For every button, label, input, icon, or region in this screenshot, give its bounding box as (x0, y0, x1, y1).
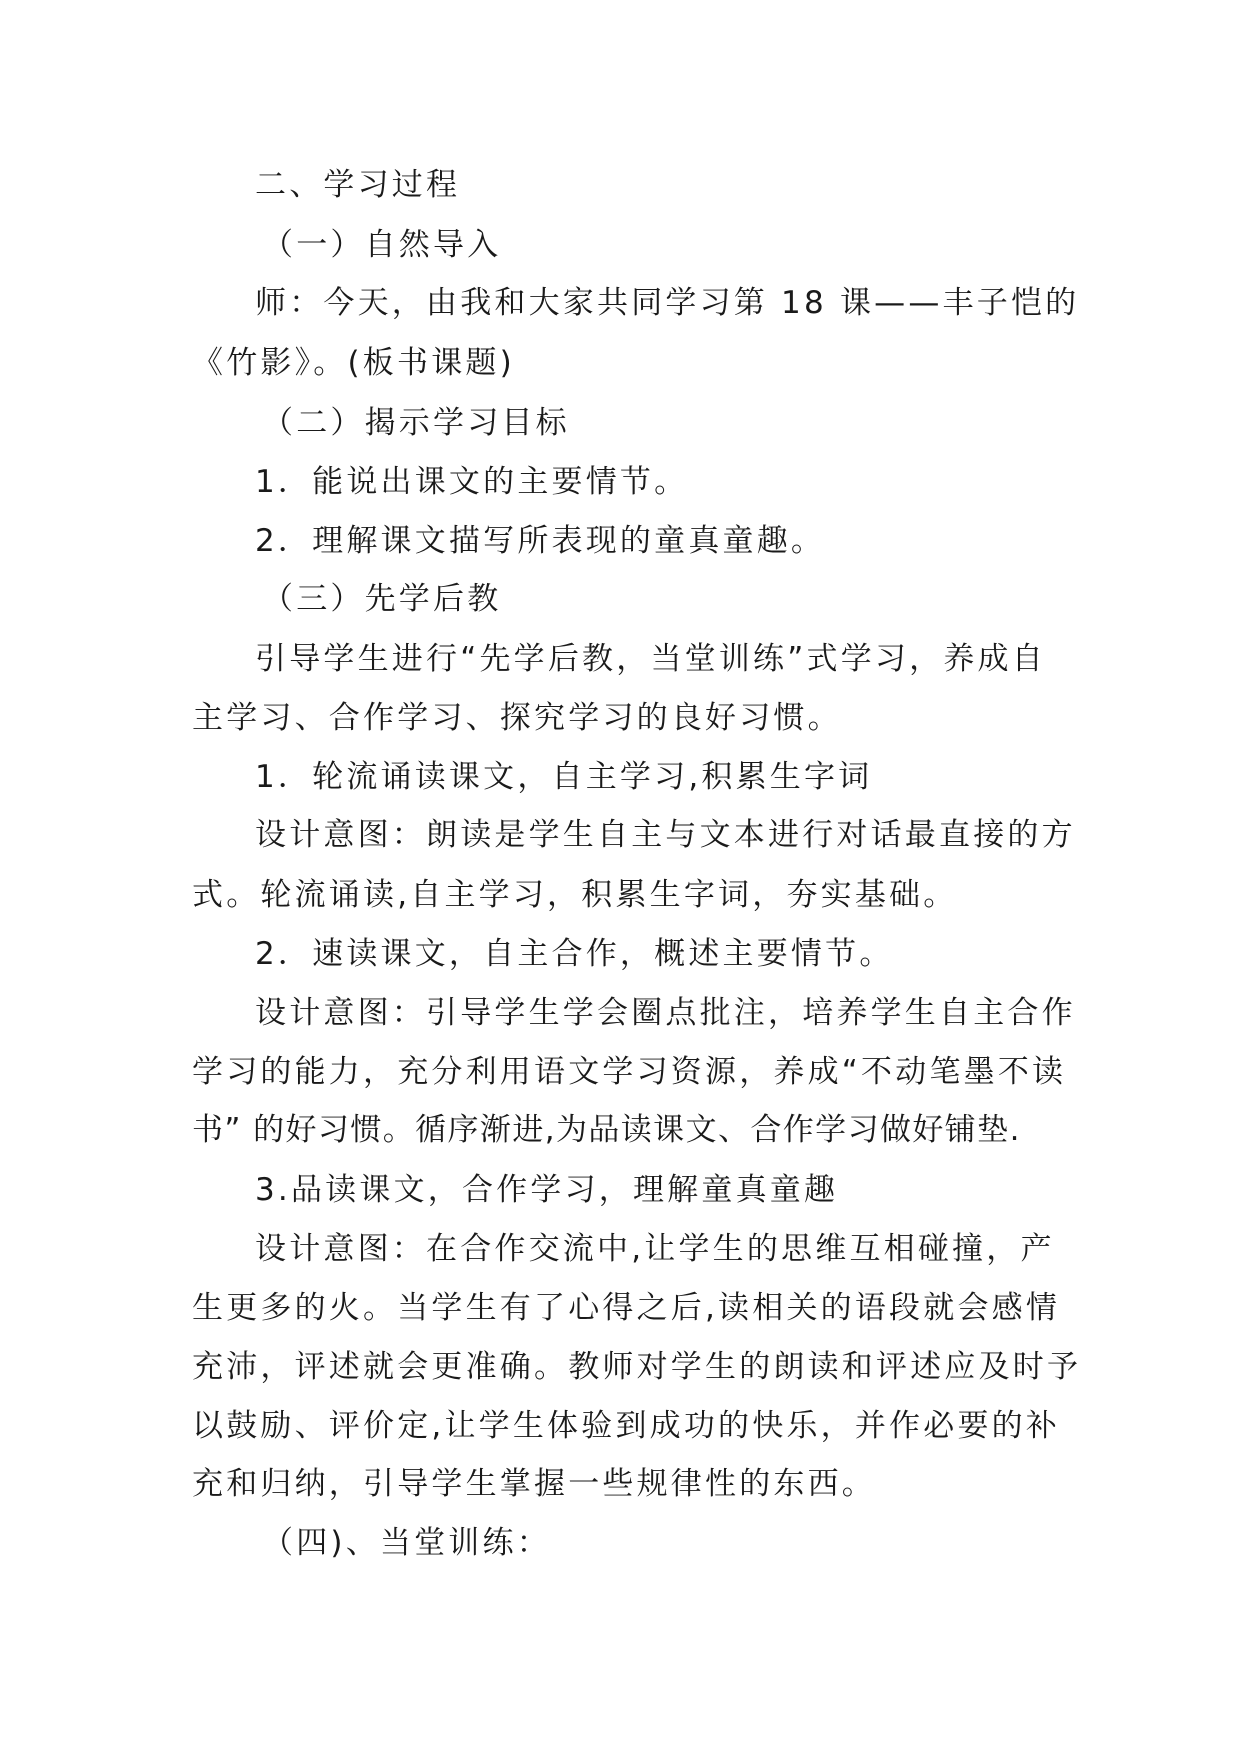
paragraph-line: 设计意图：朗读是学生自主与文本进行对话最直接的方 (255, 817, 1076, 853)
paragraph-line: 师：今天，由我和大家共同学习第 18 课——丰子恺的 (255, 285, 1080, 321)
paragraph-line: 式。轮流诵读,自主学习，积累生字词，夯实基础。 (192, 877, 958, 913)
subheading-in-class-training: （四)、当堂训练： (262, 1525, 551, 1561)
paragraph-line: 《竹影》。(板书课题) (192, 345, 515, 381)
list-item: 2．理解课文描写所表现的童真童趣。 (255, 523, 826, 559)
paragraph-line: 生更多的火。当学生有了心得之后,读相关的语段就会感情 (192, 1290, 1061, 1326)
subheading-learn-then-teach: （三）先学后教 (262, 581, 502, 617)
paragraph-line: 充和归纳，引导学生掌握一些规律性的东西。 (192, 1466, 876, 1502)
list-item: 1．轮流诵读课文，自主学习,积累生字词 (255, 759, 873, 795)
paragraph-line: 设计意图：引导学生学会圈点批注，培养学生自主合作 (255, 995, 1076, 1031)
list-item: 1．能说出课文的主要情节。 (255, 464, 689, 500)
paragraph-line: 书” 的好习惯。循序渐进,为品读课文、合作学习做好铺垫. (192, 1112, 1021, 1148)
paragraph-line: 引导学生进行“先学后教，当堂训练”式学习，养成自 (255, 641, 1046, 677)
paragraph-line: 充沛，评述就会更准确。教师对学生的朗读和评述应及时予 (192, 1349, 1082, 1385)
subheading-natural-intro: （一）自然导入 (262, 227, 502, 263)
list-item: 3.品读课文，合作学习，理解童真童趣 (255, 1172, 839, 1208)
subheading-learning-goals: （二）揭示学习目标 (262, 405, 570, 441)
paragraph-line: 学习的能力，充分利用语文学习资源，养成“不动笔墨不读 (192, 1054, 1067, 1090)
section-heading-learning-process: 二、学习过程 (255, 167, 461, 203)
paragraph-line: 主学习、合作学习、探究学习的良好习惯。 (192, 700, 842, 736)
paragraph-line: 设计意图：在合作交流中,让学生的思维互相碰撞，产 (255, 1231, 1055, 1267)
list-item: 2．速读课文，自主合作，概述主要情节。 (255, 936, 894, 972)
paragraph-line: 以鼓励、评价定,让学生体验到成功的快乐，并作必要的补 (192, 1408, 1061, 1444)
